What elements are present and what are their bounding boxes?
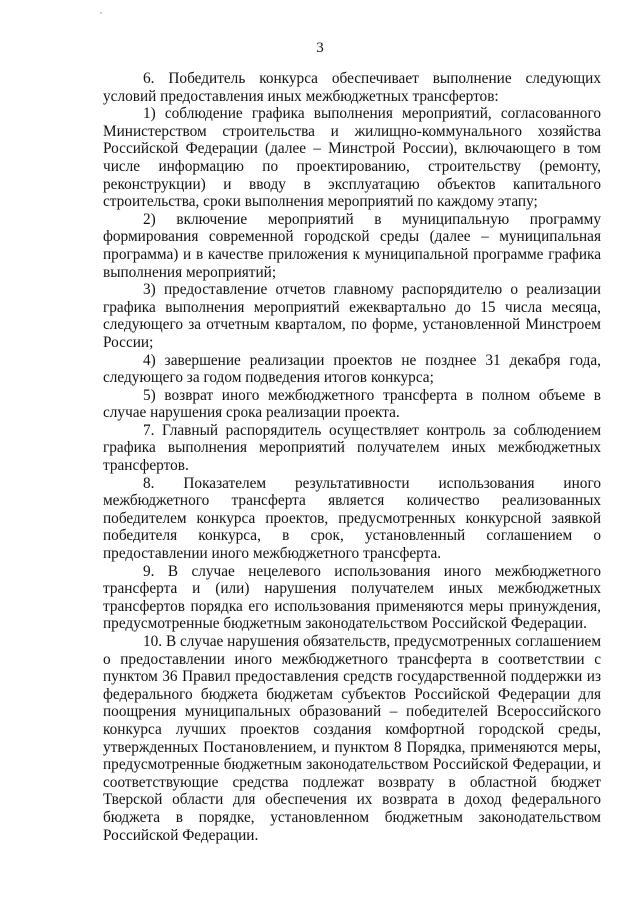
paragraph-6-item-3: 3) предоставление отчетов главному распорядителю о реализации графика выполнения мероприятий ежеквартально до 15 числа месяца, следующего за отчетным кварталом, по форме, установленной Минстроем России; (103, 281, 601, 351)
paragraph-6-item-5: 5) возврат иного межбюджетного трансферта в полном объеме в случае нарушения срока реализации проекта. (103, 386, 601, 422)
document-body (103, 70, 601, 844)
paragraph-9: 9. В случае нецелевого использования иного межбюджетного трансферта и (или) нарушения получателем иных межбюджетных трансфертов порядка его использования применяются меры принуждения, предусмотренные бюджетным законодательством Российской Федерации. (103, 562, 601, 633)
paragraph-7: 7. Главный распорядитель осуществляет контроль за соблюдением графика выполнения мероприятий получателем иных межбюджетных трансфертов. (103, 421, 601, 475)
paragraph-10: 10. В случае нарушения обязательств, предусмотренных соглашением о предоставлении иного межбюджетного трансферта в соответствии с пунктом 36 Правил предоставления средств государственной поддержки из федерального бюджета бюджетам субъектов Российской Федерации для поощрения муниципальных образований – победителей Всероссийского конкурса лучших проектов создания комфортной городской среды, утвержденных Постановлением, и пунктом 8 Порядка, применяются меры, предусмотренные бюджетным законодательством Российской Федерации, и соответствующие средства подлежат возврату в областной бюджет Тверской области для обеспечения их возврата в доход федерального бюджета в порядке, установленном бюджетным законодательством Российской Федерации. (103, 633, 601, 844)
scan-speck (100, 12, 102, 14)
paragraph-6-item-2: 2) включение мероприятий в муниципальную программу формирования современной городской среды (далее – муниципальная программа) и в качестве приложения к муниципальной программе графика выполнения мероприятий; (103, 210, 601, 281)
paragraph-6-item-4: 4) завершение реализации проектов не позднее 31 декабря года, следующего за годом подведения итогов конкурса; (103, 351, 601, 387)
page-number: 3 (316, 40, 324, 56)
paragraph-8: 8. Показателем результативности использования иного межбюджетного трансферта является количество реализованных победителем конкурса проектов, предусмотренных конкурсной заявкой победителя конкурса, в срок, установленный соглашением о предоставлении иного межбюджетного трансферта. (103, 474, 601, 563)
paragraph-6: 6. Победитель конкурса обеспечивает выполнение следующих условий предоставления иных межбюджетных трансфертов: (103, 70, 601, 105)
paragraph-6-item-1: 1) соблюдение графика выполнения мероприятий, согласованного Министерством строительства и жилищно-коммунального хозяйства Российской Федерации (далее – Минстрой России), включающего в том числе информацию по проектированию, строительству (ремонту, реконструкции) и вводу в эксплуатацию объектов капитального строительства, сроки выполнения мероприятий по каждому этапу; (103, 105, 601, 211)
